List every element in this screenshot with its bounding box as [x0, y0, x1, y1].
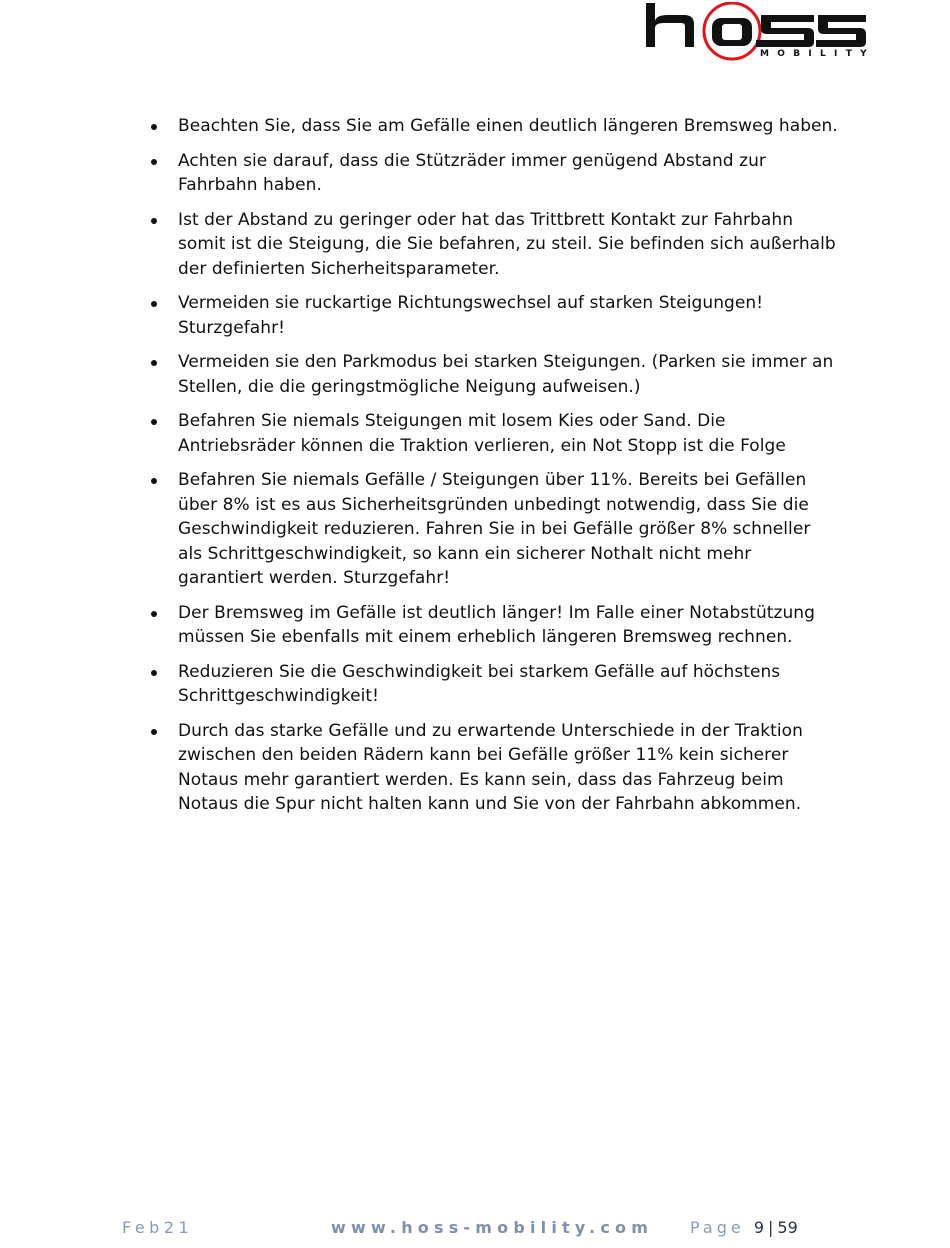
list-item	[148, 291, 838, 340]
list-item	[148, 208, 838, 282]
safety-instructions	[148, 114, 838, 827]
bullet-dot	[151, 360, 157, 366]
bullet-dot	[151, 729, 157, 735]
list-item	[148, 114, 838, 139]
footer-website-link[interactable]: www.hoss-mobility.com	[331, 1218, 654, 1237]
page-total: 59	[777, 1218, 798, 1237]
bullet-dot	[151, 611, 157, 617]
bullet-text: Befahren Sie niemals Gefälle / Steigungen über 11%. Bereits bei Gefällen über 8% ist es aus Sicherheitsgründen unbedingt notwendig, dass Sie die Geschwindigkeit reduzieren. Fahren Sie in bei Gefälle größer 8% schneller als Schrittgeschwindigkeit, so kann ein sicherer Nothalt nicht mehr garantiert werden. Sturzgefahr!	[178, 470, 811, 588]
list-item	[148, 149, 838, 198]
list-item	[148, 719, 838, 817]
bullet-list	[148, 114, 838, 817]
bullet-dot	[151, 159, 157, 165]
bullet-text: Der Bremsweg im Gefälle ist deutlich länger! Im Falle einer Notabstützung müssen Sie ebenfalls mit einem erheblich längeren Bremsweg rechnen.	[178, 602, 815, 647]
footer-page-number	[690, 1218, 798, 1244]
bullet-text: Vermeiden sie ruckartige Richtungswechsel auf starken Steigungen! Sturzgefahr!	[178, 293, 764, 338]
logo-mobility-text: MOBILITY	[760, 49, 875, 59]
footer-date: Feb21	[122, 1218, 194, 1237]
bullet-text: Achten sie darauf, dass die Stützräder immer genügend Abstand zur Fahrbahn haben.	[178, 150, 766, 195]
hoss-mobility-logo	[644, 2, 875, 62]
page-current: 9	[753, 1218, 765, 1237]
bullet-text: Ist der Abstand zu geringer oder hat das Trittbrett Kontakt zur Fahrbahn somit ist die Steigung, die Sie befahren, zu steil. Sie befinden sich außerhalb der definierten Sicherheitsparameter.	[178, 209, 836, 279]
page-label: Page	[690, 1218, 745, 1237]
bullet-dot	[151, 670, 157, 676]
bullet-text: Vermeiden sie den Parkmodus bei starken Steigungen. (Parken sie immer an Stellen, die die geringstmögliche Neigung aufweisen.)	[178, 352, 834, 397]
bullet-dot	[151, 478, 157, 484]
list-item	[148, 409, 838, 458]
bullet-dot	[151, 419, 157, 425]
list-item	[148, 660, 838, 709]
list-item	[148, 468, 838, 591]
bullet-text: Durch das starke Gefälle und zu erwartende Unterschiede in der Traktion zwischen den beiden Rädern kann bei Gefälle größer 11% kein sicherer Notaus mehr garantiert werden. Es kann sein, dass das Fahrzeug beim Notaus die Spur nicht halten kann und Sie von der Fahrbahn abkommen.	[178, 720, 803, 814]
bullet-text: Befahren Sie niemals Steigungen mit losem Kies oder Sand. Die Antriebsräder können die Traktion verlieren, ein Not Stopp ist die Folge	[178, 411, 786, 456]
list-item	[148, 350, 838, 399]
page-separator: |	[768, 1218, 774, 1237]
bullet-text: Reduzieren Sie die Geschwindigkeit bei starkem Gefälle auf höchstens Schrittgeschwindigkeit!	[178, 661, 781, 706]
bullet-dot	[151, 124, 157, 130]
bullet-text: Beachten Sie, dass Sie am Gefälle einen deutlich längeren Bremsweg haben.	[178, 116, 838, 136]
bullet-dot	[151, 301, 157, 307]
list-item	[148, 601, 838, 650]
bullet-dot	[151, 218, 157, 224]
